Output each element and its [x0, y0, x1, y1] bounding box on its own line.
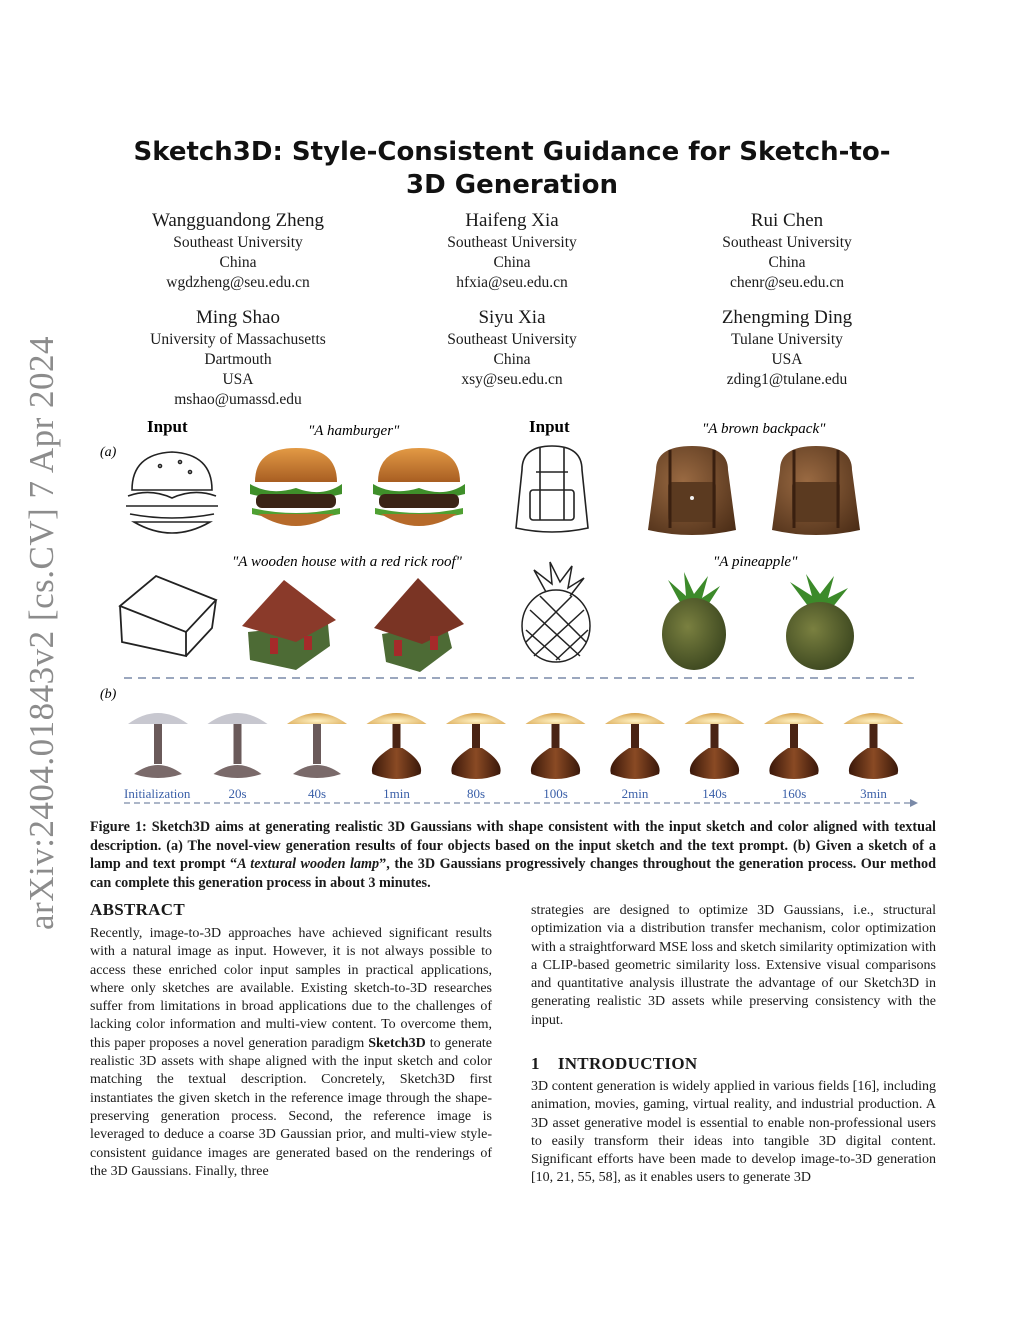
caption-prompt: A textural wooden lamp — [237, 856, 380, 872]
lamp-base — [531, 748, 580, 779]
author-block — [657, 209, 917, 293]
author-block — [382, 209, 642, 293]
author-email: hfxia@seu.edu.cn — [456, 274, 568, 291]
lamp-shade — [764, 713, 824, 724]
lamp-shade — [208, 713, 268, 724]
lamp-shade — [526, 713, 586, 724]
timeline-label: 40s — [307, 786, 327, 801]
author-affiliation: Southeast University — [173, 234, 303, 251]
lamp-stem — [552, 724, 560, 748]
timeline-arrow-head — [910, 799, 918, 807]
abstract-method-name: Sketch3D — [368, 1035, 426, 1051]
lamp-step — [844, 713, 904, 779]
prompt-pineapple: "A pineapple" — [713, 554, 798, 570]
lamp-base — [690, 748, 739, 779]
lamp-step — [764, 713, 824, 779]
backpack-render-1 — [648, 446, 736, 535]
panel-a-label: (a) — [100, 445, 117, 460]
timeline-label: 20s — [228, 786, 247, 801]
author-country: USA — [222, 371, 254, 388]
author-affiliation: Southeast University — [447, 234, 577, 251]
arxiv-identifier: arXiv:2404.01843v2 [cs.CV] 7 Apr 2024 — [22, 335, 61, 930]
caption-text-1: Sketch3D aims at generating realistic 3D Gaussians with shape consistent with the input sketch and color aligned with textual description. (a) The novel-view generation results of four objects based on the input sketch and the text prompt. (b) Given a sketch of a lamp and text prompt “ — [90, 819, 936, 872]
caption-label: Figure 1: — [90, 819, 147, 835]
author-country: China — [493, 351, 531, 368]
lamp-shade — [367, 713, 427, 724]
pineapple-sketch — [522, 562, 590, 662]
author-country: China — [768, 254, 806, 271]
introduction-heading — [531, 1054, 697, 1074]
author-email: zding1@tulane.edu — [726, 371, 848, 388]
author-affiliation: Tulane University — [731, 331, 843, 348]
author-name: Wangguandong Zheng — [151, 210, 325, 231]
house-sketch — [120, 576, 216, 656]
author-email: chenr@seu.edu.cn — [729, 274, 845, 291]
author-country: China — [219, 254, 257, 271]
hamburger-sketch — [126, 452, 218, 533]
author-affiliation: Southeast University — [722, 234, 852, 251]
lamp-sequence — [128, 713, 904, 779]
lamp-step — [287, 713, 347, 778]
lamp-base — [610, 748, 659, 779]
lamp-stem — [870, 724, 878, 748]
pineapple-render-1 — [662, 572, 726, 670]
author-affiliation: University of Massachusetts — [150, 331, 326, 348]
lamp-step — [605, 713, 665, 779]
timeline-label: 2min — [621, 786, 649, 801]
panel-b-label: (b) — [100, 687, 117, 702]
timeline-label: Initialization — [124, 786, 191, 801]
lamp-base — [134, 765, 182, 778]
paper-title: Sketch3D: Style-Consistent Guidance for Sketch-to-3D Generation — [133, 137, 891, 200]
lamp-stem — [393, 724, 401, 748]
hamburger-render-2 — [373, 448, 465, 526]
caption-text-2: ”, the 3D Gaussians progressively changes throughout the generation process. Our method can complete this generation process in about 3 minutes. — [90, 856, 936, 891]
author-name: Siyu Xia — [478, 307, 546, 328]
abstract-heading: ABSTRACT — [90, 900, 185, 919]
timeline-label: 160s — [781, 786, 807, 801]
house-render-1 — [242, 580, 336, 670]
timeline-label: 3min — [860, 786, 887, 801]
timeline-label: 80s — [466, 786, 486, 801]
house-render-2 — [374, 578, 464, 672]
author-block — [108, 306, 368, 410]
input-label-right: Input — [529, 417, 570, 436]
backpack-sketch — [516, 446, 588, 532]
lamp-step — [685, 713, 745, 779]
author-name: Zhengming Ding — [721, 307, 853, 328]
author-email: xsy@seu.edu.cn — [461, 371, 563, 388]
author-block — [657, 306, 917, 390]
abstract-text-1: Recently, image-to-3D approaches have achieved significant results with a natural image as input. However, it is not always possible to access these enriched color input samples in practical applications, where only sketches are available. Existing sketch-to-3D researches suffer from limitations in broad applications due to the challenges of lacking color information and multi-view content. To overcome them, this paper proposes a novel generation paradigm — [90, 926, 492, 1051]
prompt-house: "A wooden house with a red rick roof" — [232, 554, 462, 570]
timeline-label: 1min — [383, 786, 410, 801]
abstract-continued: strategies are designed to optimize 3D Gaussians, i.e., structural optimization via a distribution transfer mechanism, color optimization with a straightforward MSE loss and sketch similarity optimization with a CLIP-based geometric similarity loss. Extensive visual comparisons and quantitative analysis illustrate the advantage of our Sketch3D in generating realistic 3D assets while preserving consistency with the input. — [531, 903, 936, 1028]
author-affiliation-2: Dartmouth — [204, 351, 272, 368]
section-number: 1 — [531, 1054, 540, 1073]
pineapple-render-2 — [786, 574, 854, 670]
author-email: mshao@umassd.edu — [174, 391, 302, 408]
figure-1 — [90, 410, 936, 810]
prompt-hamburger: "A hamburger" — [308, 423, 400, 439]
lamp-step — [208, 713, 268, 778]
lamp-stem — [313, 724, 321, 764]
figure-1-graphic — [90, 410, 936, 810]
prompt-backpack: "A brown backpack" — [702, 421, 826, 437]
section-title: INTRODUCTION — [557, 1054, 698, 1073]
lamp-base — [849, 748, 898, 779]
author-country: China — [493, 254, 531, 271]
lamp-stem — [790, 724, 798, 748]
introduction-body: 3D content generation is widely applied in various fields [16], including animation, movies, gaming, virtual reality, and industrial production. A 3D asset generative model is essential to enable non-professional users to easily transform their ideas into tangible 3D digital content. Significant efforts have been made to develop image-to-3D generation [10, 21, 55, 58], as it enables users to generate 3D — [531, 1079, 936, 1186]
author-affiliation: Southeast University — [447, 331, 577, 348]
lamp-shade — [128, 713, 188, 724]
hamburger-render-1 — [250, 448, 342, 526]
backpack-render-2 — [772, 446, 860, 535]
lamp-base — [372, 748, 421, 779]
lamp-stem — [472, 724, 480, 748]
lamp-shade — [685, 713, 745, 724]
author-name: Ming Shao — [196, 307, 280, 328]
lamp-stem — [631, 724, 639, 748]
lamp-stem — [234, 724, 242, 764]
lamp-shade — [287, 713, 347, 724]
lamp-step — [128, 713, 188, 778]
lamp-shade — [446, 713, 506, 724]
lamp-base — [293, 765, 341, 778]
abstract-text-2: to generate realistic 3D assets with shape aligned with the input sketch and color matching the textual description. Concretely, Sketch3D first instantiates the given sketch in the reference image through the shape-preserving generation process. Second, the reference image is leveraged to deduce a coarse 3D Gaussian prior, and multi-view style-consistent guidance images are generated based on the renderings of the 3D Gaussians. Finally, three — [90, 1035, 493, 1179]
lamp-base — [214, 765, 262, 778]
lamp-shade — [605, 713, 665, 724]
author-block — [382, 306, 642, 390]
author-email: wgdzheng@seu.edu.cn — [166, 274, 310, 291]
lamp-shade — [844, 713, 904, 724]
author-country: USA — [771, 351, 803, 368]
author-block — [108, 209, 368, 293]
figure-caption — [90, 818, 936, 892]
author-name: Haifeng Xia — [465, 210, 559, 231]
lamp-stem — [711, 724, 719, 748]
timeline-label: 140s — [702, 786, 727, 801]
lamp-base — [451, 748, 500, 779]
lamp-base — [769, 748, 818, 779]
abstract-body — [90, 925, 492, 1181]
author-name: Rui Chen — [750, 210, 824, 231]
lamp-step — [526, 713, 586, 779]
timeline-label: 100s — [543, 786, 568, 801]
lamp-stem — [154, 724, 162, 764]
input-label-left: Input — [147, 417, 188, 436]
lamp-step — [367, 713, 427, 779]
lamp-step — [446, 713, 506, 779]
